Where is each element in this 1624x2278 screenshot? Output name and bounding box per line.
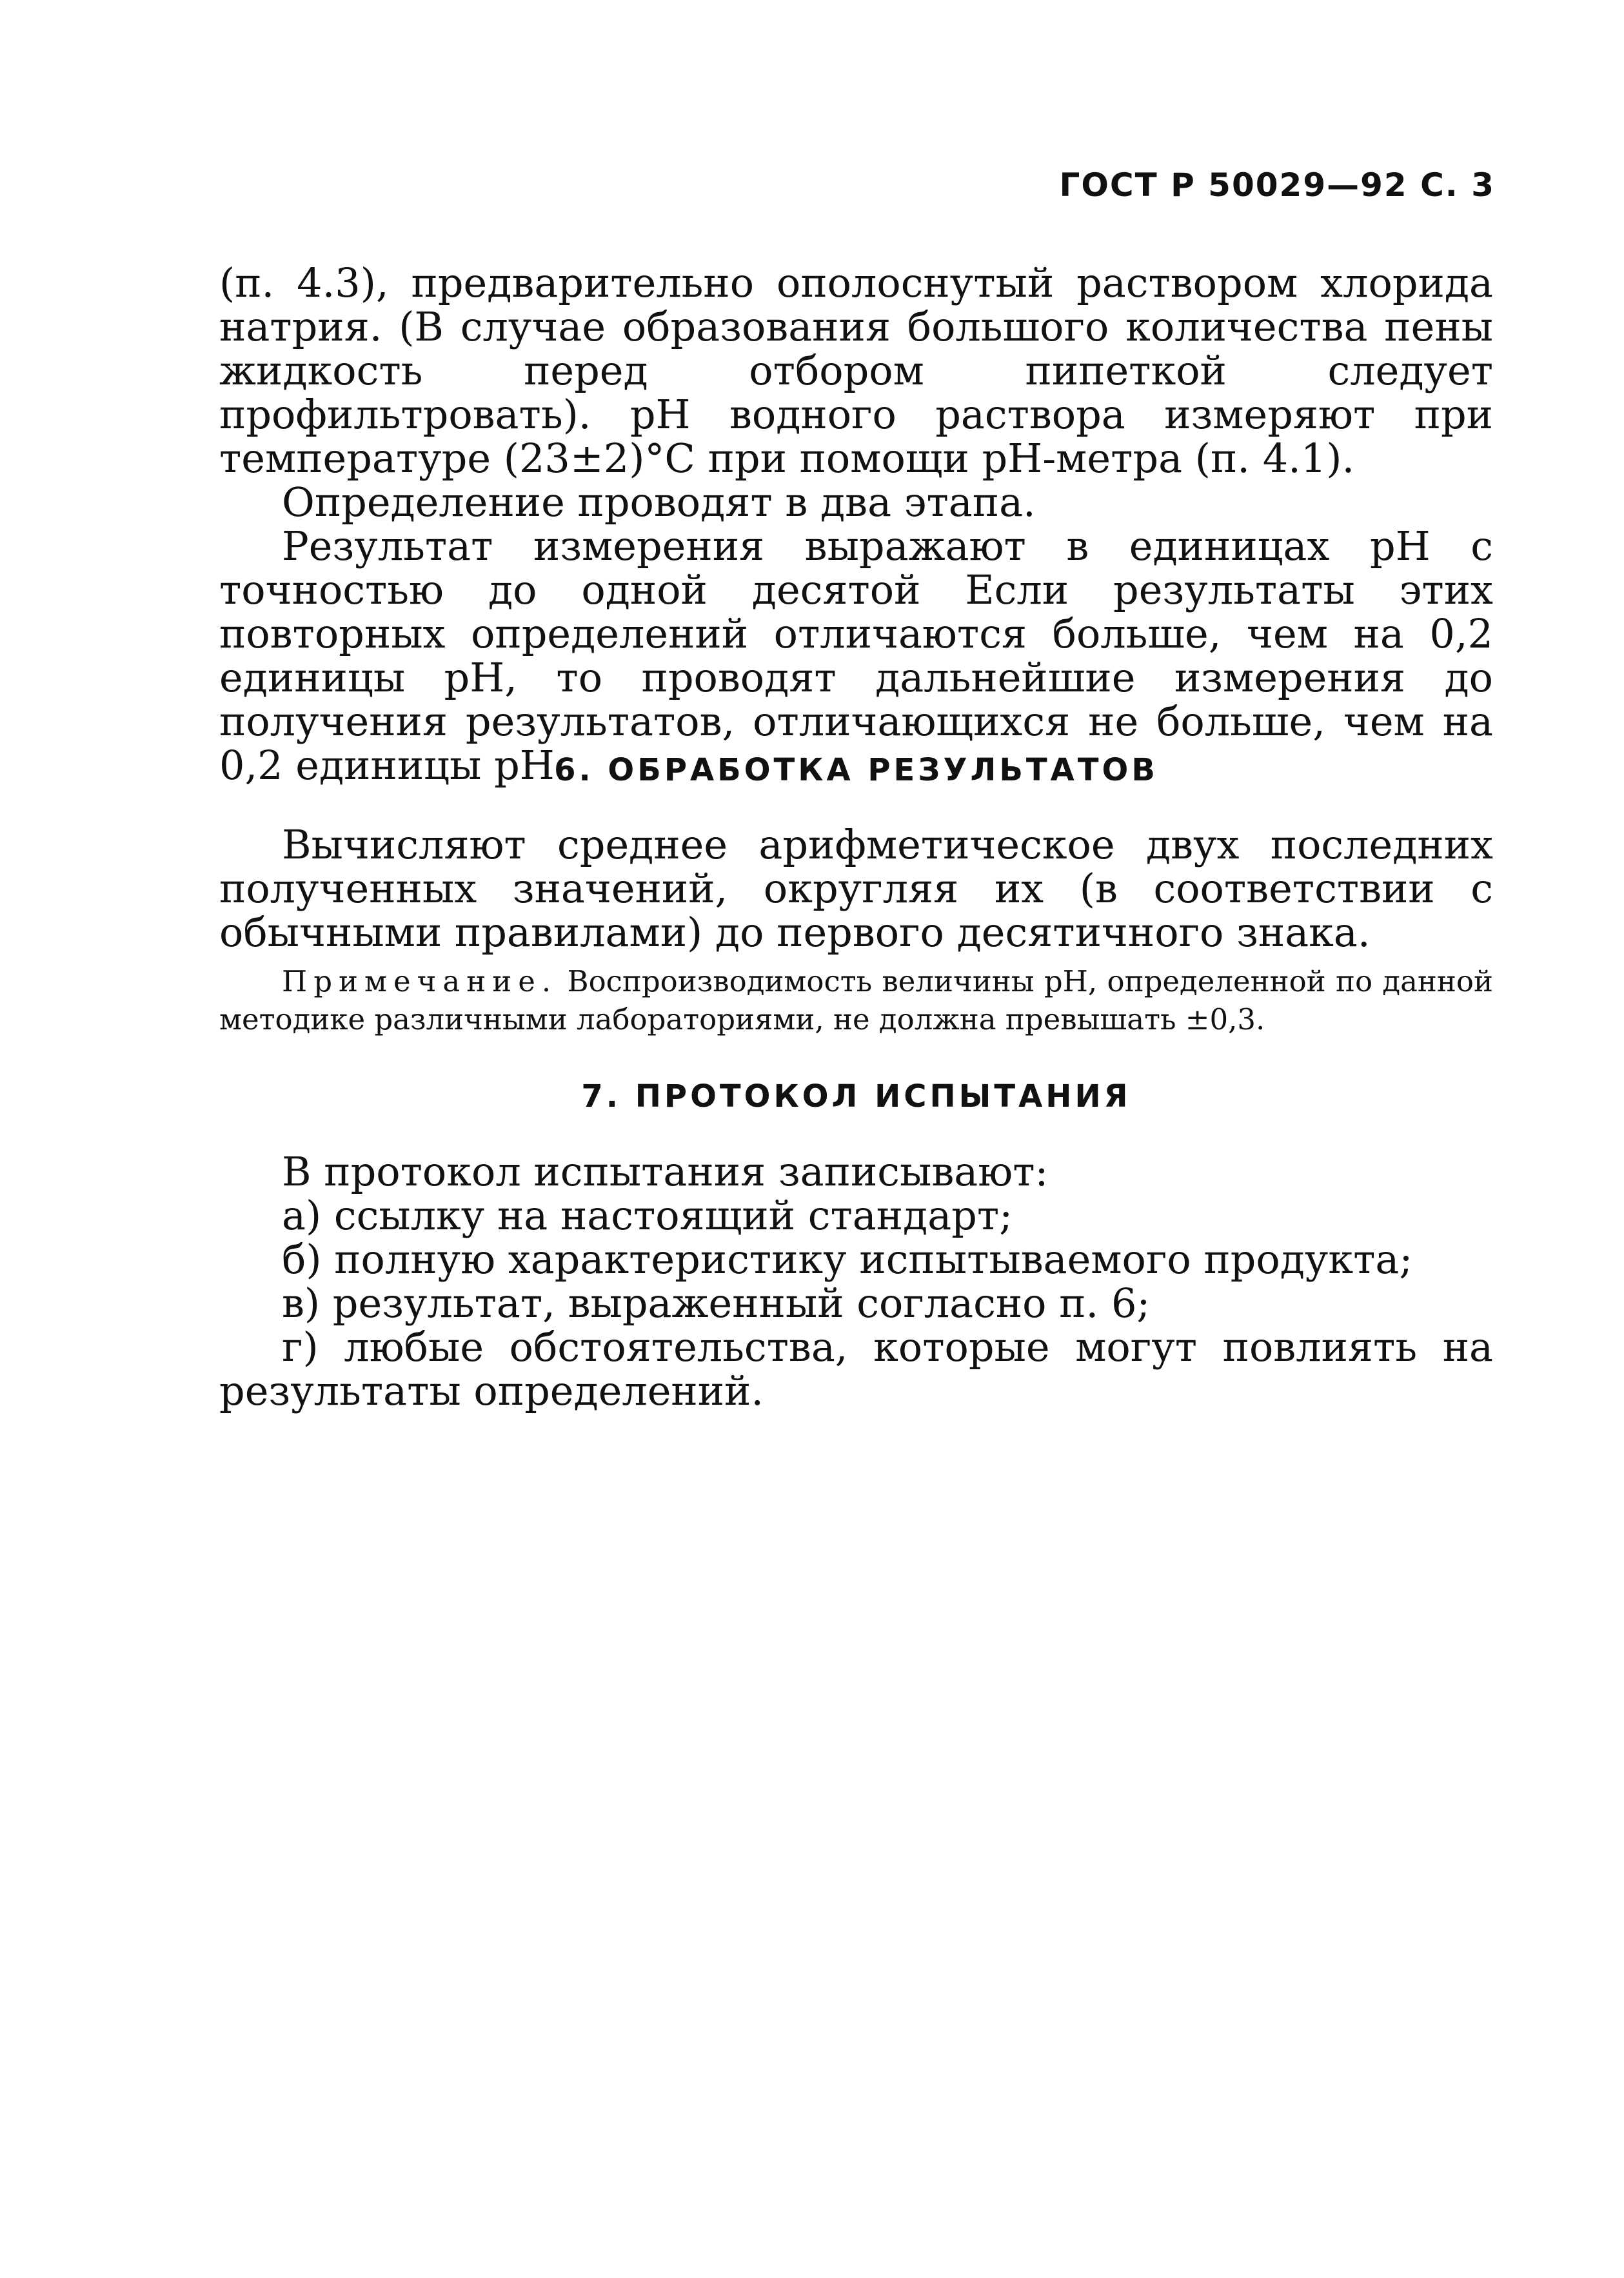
continuation-block xyxy=(219,261,1493,787)
section-7-title: 7. ПРОТОКОЛ ИСПЫТАНИЯ xyxy=(581,1078,1131,1114)
protocol-item: а) ссылку на настоящий стандарт; xyxy=(282,1192,1013,1239)
note-text: Воспроизводимость величины pH, определенной по данной методике различными лабораториями, не должна превышать ±0,3. xyxy=(219,964,1494,1036)
section-7-body xyxy=(219,1150,1493,1413)
continuation-paragraph: (п. 4.3), предварительно ополоснутый раствором хлорида натрия. (В случае образования большого количества пены жидкость перед отбором пипеткой следует профильтровать). pH водного раствора измеряют при температуре (23±2)°С при помощи pH-метра (п. 4.1). xyxy=(219,259,1493,482)
result-paragraph: Результат измерения выражают в единицах pH с точностью до одной десятой Если результаты этих повторных определений отличаются больше, чем на 0,2 единицы pH, то проводят дальнейшие измерения до получения результатов, отличающихся не больше, чем на 0,2 единицы pH. xyxy=(219,522,1493,789)
section-6-note xyxy=(219,962,1493,1038)
stages-paragraph: Определение проводят в два этапа. xyxy=(282,479,1036,526)
protocol-item: в) результат, выраженный согласно п. 6; xyxy=(282,1280,1151,1327)
section-6-paragraph: Вычисляют среднее арифметическое двух последних полученных значений, округляя их (в соответствии с обычными правилами) до первого десятичного знака. xyxy=(219,821,1493,956)
protocol-item: г) любые обстоятельства, которые могут повлиять на результаты определений. xyxy=(219,1323,1493,1414)
note-label: Примечание. xyxy=(282,964,558,998)
protocol-item: б) полную характеристику испытываемого продукта; xyxy=(282,1236,1413,1283)
protocol-intro: В протокол испытания записывают: xyxy=(282,1148,1049,1195)
section-6-body xyxy=(219,823,1493,955)
running-header: ГОСТ Р 50029—92 С. 3 xyxy=(1059,166,1495,204)
section-6-title: 6. ОБРАБОТКА РЕЗУЛЬТАТОВ xyxy=(554,752,1158,788)
